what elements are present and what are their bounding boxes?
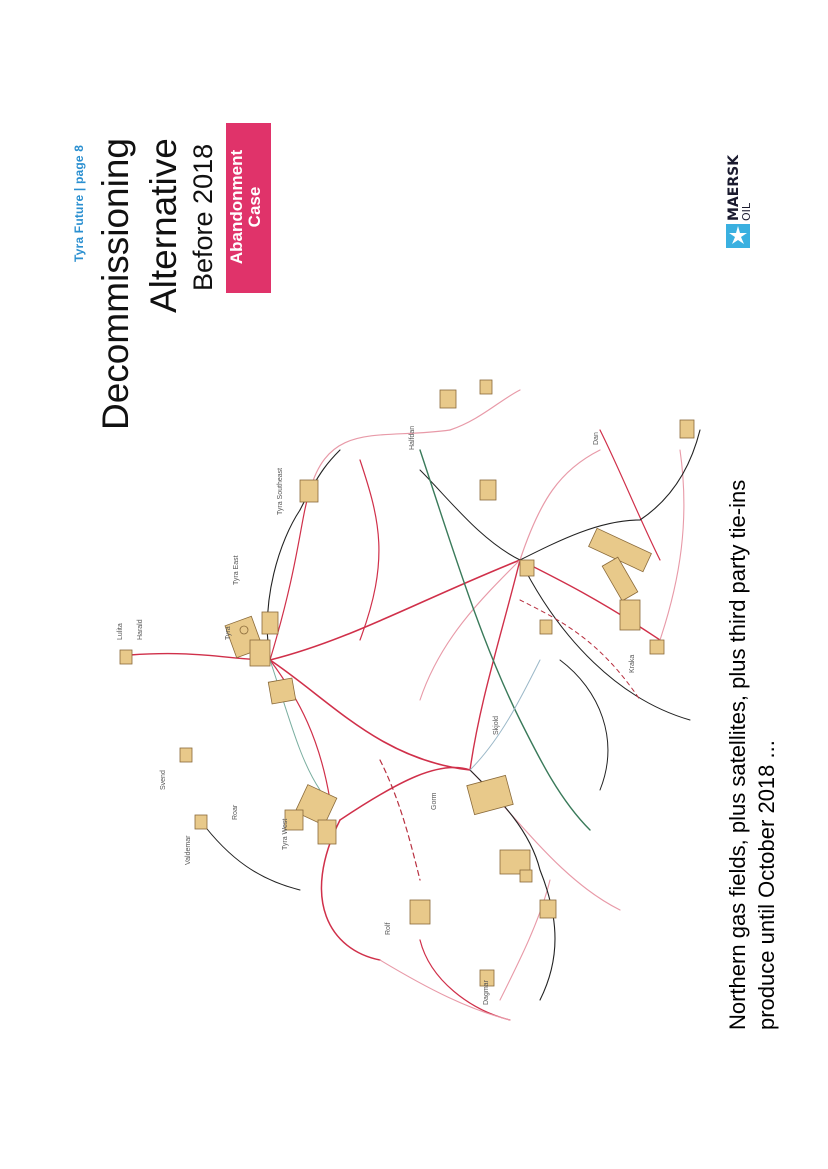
field-label-valdemar: Valdemar — [185, 835, 192, 865]
field-label-tyra: Tyra — [225, 626, 232, 640]
title-line-1: Decommissioning — [95, 138, 136, 430]
field-label-halfdan: Halfdan — [409, 425, 416, 450]
badge-line-1: Abandonment — [227, 149, 246, 265]
field-label-tyra-east: Tyra East — [233, 555, 240, 585]
field-label-tyra-southeast: Tyra Southeast — [277, 467, 284, 515]
field-label-tyra-west: Tyra West — [282, 818, 289, 850]
page-label: Tyra Future | page 8 — [72, 144, 86, 262]
tyra-southeast-platform-icon — [300, 480, 318, 502]
pipelines — [130, 390, 700, 1020]
halfdan-platform-icon — [440, 390, 496, 500]
tyra-east-platform-icon — [268, 678, 295, 704]
maersk-brand-text: MAERSK — [726, 154, 742, 221]
field-label-rolf: Rolf — [385, 922, 392, 935]
field-label-gorm: Gorm — [431, 792, 438, 810]
badge-line-2: Case — [244, 186, 264, 228]
field-label-roar: Roar — [232, 804, 239, 820]
field-label-harald: Harald — [137, 619, 144, 640]
field-label-dagmar: Dagmar — [483, 980, 490, 1005]
field-label-kraka: Kraka — [629, 654, 636, 673]
caption-line-1: Northern gas fields, plus satellites, plus third party tie-ins — [725, 479, 750, 1030]
caption-line-2: produce until October 2018 ... — [753, 740, 779, 1030]
title-line-3: Before 2018 — [188, 143, 218, 291]
satellite-platform-icons — [120, 380, 694, 986]
dan-platform-icon — [589, 528, 652, 630]
field-label-skjold: Skjold — [493, 715, 500, 735]
maersk-sub-text: OIL — [740, 202, 753, 221]
field-label-lulita: Lulita — [117, 623, 124, 640]
field-label-dan: Dan — [593, 432, 600, 445]
field-labels — [117, 426, 636, 1005]
platforms — [120, 380, 694, 986]
field-label-svend: Svend — [160, 770, 167, 790]
title-line-2: Alternative — [143, 138, 184, 313]
